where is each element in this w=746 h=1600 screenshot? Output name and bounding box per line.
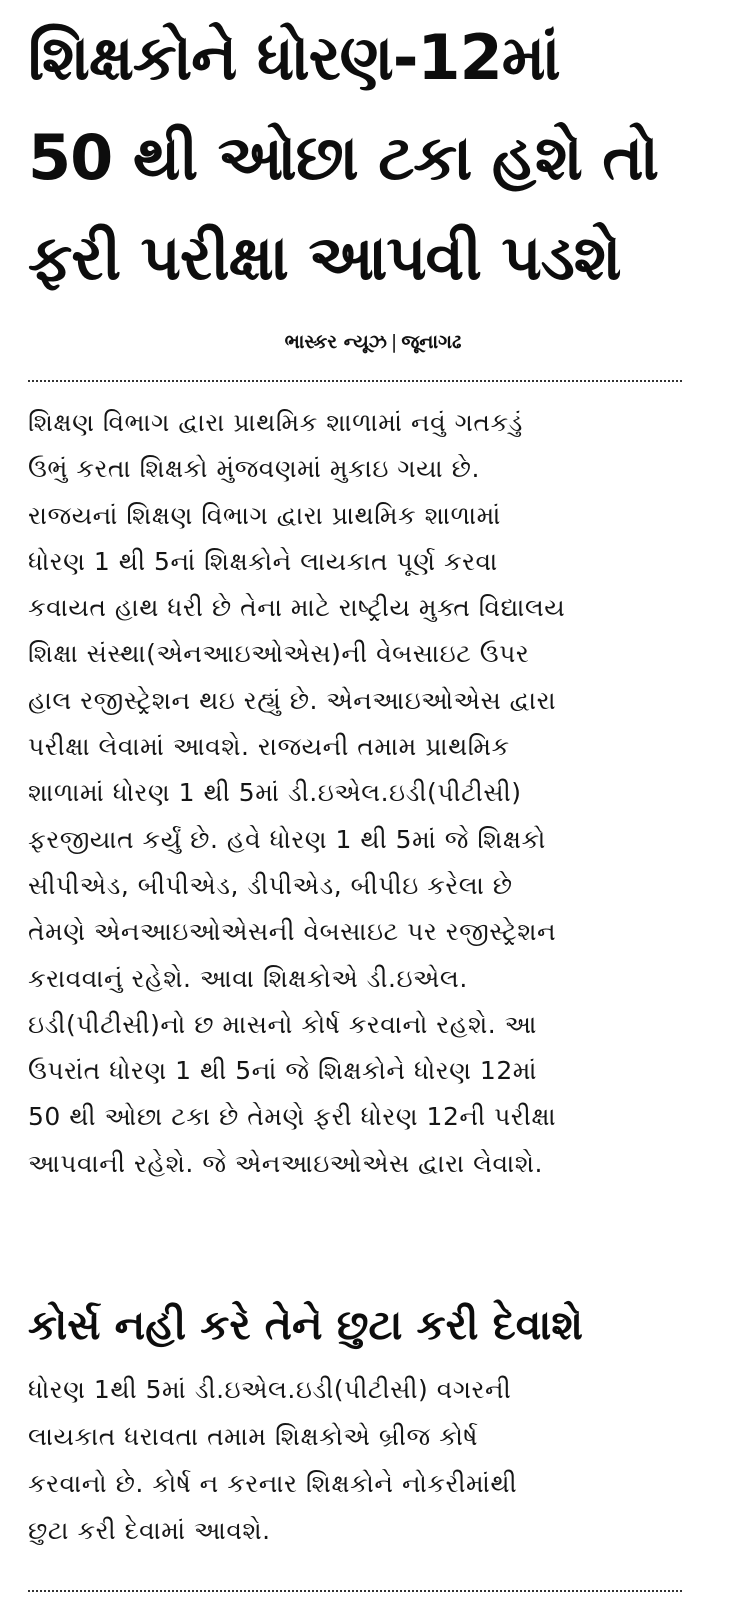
subsection-line: છુટા કરી દેવામાં આવશે. <box>28 1516 271 1545</box>
headline-line: શિક્ષકોને ધોરણ-12માં <box>28 21 560 94</box>
body-line: ઉભું કરતા શિક્ષકો મુંજવણમાં મુકાઇ ગયા છે. <box>28 454 480 484</box>
body-line: ફરજીયાત કર્યું છે. હવે ધોરણ 1 થી 5માં જે શિક્ષકો <box>28 824 546 854</box>
byline-source: ભાસ્કર ન્યૂઝ <box>284 331 387 353</box>
body-line: ધોરણ 1 થી 5નાં શિક્ષકોને લાયકાત પૂર્ણ કરવા <box>28 546 498 576</box>
body-line: શાળામાં ધોરણ 1 થી 5માં ડી.ઇએલ.ઇડી(પીટીસી) <box>28 778 522 808</box>
body-line: સીપીએડ, બીપીએડ, ડીપીએડ, બીપીઇ કરેલા છે <box>28 870 513 900</box>
body-line: શિક્ષા સંસ્થા(એનઆઇઓએસ)ની વેબસાઇટ ઉપર <box>28 639 530 669</box>
byline-separator: | <box>390 331 398 353</box>
byline <box>0 327 746 357</box>
body-line: કવાયત હાથ ધરી છે તેના માટે રાષ્ટ્રીય મુક્ત વિદ્યાલય <box>28 593 566 623</box>
dotted-divider-bottom <box>28 1590 682 1592</box>
article-body <box>28 400 684 1187</box>
body-line: ઉપરાંત ધોરણ 1 થી 5નાં જે શિક્ષકોને ધોરણ 12માં <box>28 1056 537 1086</box>
subsection-line: લાયકાત ધરાવતા તમામ શિક્ષકોએ બ્રીજ કોર્ષ <box>28 1422 479 1451</box>
body-line: 50 થી ઓછા ટકા છે તેમણે ફરી ધોરણ 12ની પરીક્ષા <box>28 1102 557 1132</box>
subsection-line: કરવાનો છે. કોર્ષ ન કરનાર શિક્ષકોને નોકરીમાંથી <box>28 1469 518 1498</box>
body-line: તેમણે એનઆઇઓએસની વેબસાઇટ પર રજીસ્ટ્રેશન <box>28 917 557 947</box>
body-line: ઇડી(પીટીસી)નો છ માસનો કોર્ષ કરવાનો રહશે. આ <box>28 1009 537 1039</box>
byline-location: જૂનાગઢ <box>401 331 462 353</box>
body-line: કરાવવાનું રહેશે. આવા શિક્ષકોએ ડી.ઇએલ. <box>28 963 468 993</box>
headline-line: ફરી પરીક્ષા આપવી પડશે <box>28 221 621 294</box>
headline-line: 50 થી ઓછા ટકા હશે તો <box>28 121 659 194</box>
body-line: શિક્ષણ વિભાગ દ્વારા પ્રાથમિક શાળામાં નવું ગતકડું <box>28 408 523 437</box>
dotted-divider-top <box>28 380 682 382</box>
body-line: હાલ રજીસ્ટ્રેશન થઇ રહ્યું છે. એનઆઇઓએસ દ્વારા <box>28 685 557 715</box>
body-line: પરીક્ષા લેવામાં આવશે. રાજયની તમામ પ્રાથમિક <box>28 732 510 762</box>
subsection-line: ધોરણ 1થી 5માં ડી.ઇએલ.ઇડી(પીટીસી) વગરની <box>28 1375 512 1404</box>
body-line: આપવાની રહેશે. જે એનઆઇઓએસ દ્વારા લેવાશે. <box>28 1148 543 1178</box>
subheading: કોર્સ નહી કરે તેને છુટા કરી દેવાશે <box>28 1301 583 1349</box>
subsection-body <box>28 1366 684 1554</box>
body-line: રાજયનાં શિક્ષણ વિભાગ દ્વારા પ્રાથમિક શાળામાં <box>28 500 501 530</box>
headline <box>28 8 708 308</box>
